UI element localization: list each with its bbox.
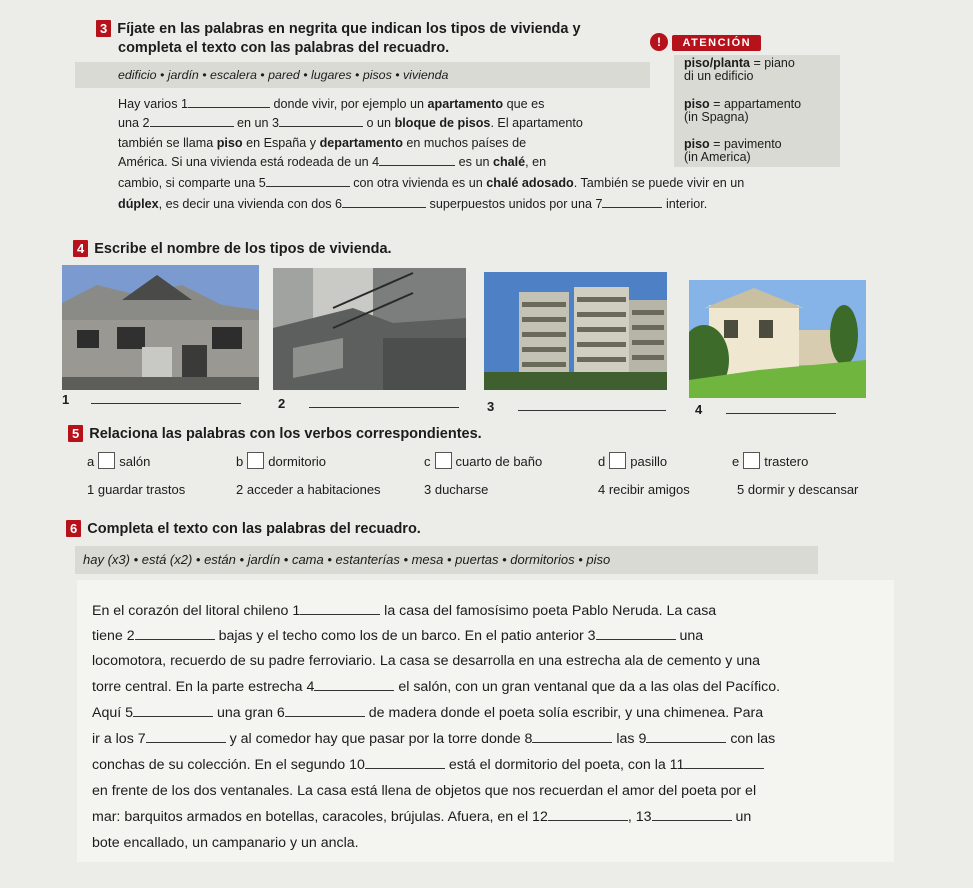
text-blank-1[interactable] bbox=[300, 614, 380, 615]
warning-icon: ! bbox=[650, 33, 668, 51]
ex6-line2: tiene 2 bajas y el techo como los de un barco. En el patio anterior 3 una bbox=[92, 628, 704, 644]
blank-2[interactable] bbox=[150, 126, 234, 127]
photo-answer-4[interactable] bbox=[726, 413, 836, 414]
stone-house-image bbox=[62, 265, 259, 390]
ex4-label-4: 4 bbox=[695, 402, 836, 417]
blank-1[interactable] bbox=[188, 107, 270, 108]
ex5-number: 5 bbox=[68, 425, 83, 442]
blank-5[interactable] bbox=[266, 186, 350, 187]
ex6-number: 6 bbox=[66, 520, 81, 537]
ex6-line1: En el corazón del litoral chileno 1 la casa del famosísimo poeta Pablo Neruda. La casa bbox=[92, 603, 717, 619]
photo-answer-3[interactable] bbox=[518, 410, 666, 411]
blank-4[interactable] bbox=[379, 165, 455, 166]
atencion-badge: ATENCIÓN bbox=[672, 35, 761, 51]
verb-4: 4 recibir amigos bbox=[598, 482, 690, 497]
match-box-d[interactable] bbox=[609, 452, 626, 469]
ex4-title: 4 Escribe el nombre de los tipos de vivienda. bbox=[73, 240, 392, 257]
verb-2: 2 acceder a habitaciones bbox=[236, 482, 381, 497]
text-blank-11[interactable] bbox=[684, 768, 764, 769]
text-blank-10[interactable] bbox=[365, 768, 445, 769]
ex3-line5: cambio, si comparte una 5 con otra vivienda es un chalé adosado. También se puede vivir en un bbox=[118, 176, 745, 190]
text-blank-8[interactable] bbox=[532, 742, 612, 743]
room-item-a: a salón bbox=[87, 454, 151, 469]
chalet-image bbox=[689, 280, 866, 398]
ex4-label-2: 2 bbox=[278, 396, 459, 411]
match-box-a[interactable] bbox=[98, 452, 115, 469]
ex6-line8: en frente de los dos ventanales. La casa está llena de objetos que nos recuerdan el amor del poeta por el bbox=[92, 783, 757, 799]
text-blank-2[interactable] bbox=[135, 639, 215, 640]
room-item-d: d pasillo bbox=[598, 454, 668, 469]
verb-5: 5 dormir y descansar bbox=[737, 482, 859, 497]
ex6-line5: Aquí 5 una gran 6 de madera donde el poeta solía escribir, y una chimenea. Para bbox=[92, 705, 764, 721]
ex6-line9: mar: barquitos armados en botellas, caracoles, brújulas. Afuera, en el 12 , 13 un bbox=[92, 809, 752, 825]
text-blank-9[interactable] bbox=[646, 742, 726, 743]
atencion-note-2: piso = appartamento (in Spagna) bbox=[684, 97, 802, 124]
ex6-line7: conchas de su colección. En el segundo 10 está el dormitorio del poeta, con la 11 bbox=[92, 757, 764, 773]
ex3-line6: dúplex, es decir una vivienda con dos 6 superpuestos unidos por una 7 interior. bbox=[118, 197, 708, 211]
ex6-wordbank: hay (x3) • está (x2) • están • jardín • cama • estanterías • mesa • puertas • dormitorios • piso bbox=[83, 552, 611, 567]
ex3-line2: una 2 en un 3 o un bloque de pisos. El apartamento bbox=[118, 116, 583, 130]
room-item-b: b dormitorio bbox=[236, 454, 327, 469]
ex3-number: 3 bbox=[96, 20, 111, 37]
photo-stone-house bbox=[62, 265, 259, 390]
ex3-title-line2: completa el texto con las palabras del recuadro. bbox=[118, 40, 450, 56]
room-item-c: c cuarto de baño bbox=[424, 454, 543, 469]
atencion-header bbox=[650, 33, 761, 51]
text-blank-3[interactable] bbox=[596, 639, 676, 640]
text-blank-13[interactable] bbox=[652, 820, 732, 821]
text-blank-5[interactable] bbox=[133, 716, 213, 717]
atencion-note-3: piso = pavimento (in America) bbox=[684, 137, 782, 164]
verb-3: 3 ducharse bbox=[424, 482, 489, 497]
text-blank-7[interactable] bbox=[146, 742, 226, 743]
match-box-b[interactable] bbox=[247, 452, 264, 469]
ex4-label-1: 1 bbox=[62, 392, 241, 407]
match-box-c[interactable] bbox=[435, 452, 452, 469]
atencion-note-1: piso/planta = piano di un edificio bbox=[684, 56, 795, 83]
ex3-line4: América. Si una vivienda está rodeada de un 4 es un chalé, en bbox=[118, 155, 547, 169]
blank-7[interactable] bbox=[602, 207, 662, 208]
text-blank-6[interactable] bbox=[285, 716, 365, 717]
text-blank-12[interactable] bbox=[548, 820, 628, 821]
ex5-title: 5 Relaciona las palabras con los verbos correspondientes. bbox=[68, 425, 482, 442]
ex6-line6: ir a los 7 y al comedor hay que pasar por la torre donde 8 las 9 con las bbox=[92, 731, 776, 747]
blank-3[interactable] bbox=[279, 126, 363, 127]
ex6-line10: bote encallado, un campanario y un ancla. bbox=[92, 835, 359, 851]
ex3-title-line1: 3 Fíjate en las palabras en negrita que indican los tipos de vivienda y bbox=[96, 20, 581, 37]
room-item-e: e trastero bbox=[732, 454, 809, 469]
match-box-e[interactable] bbox=[743, 452, 760, 469]
photo-chalet bbox=[689, 280, 866, 398]
ex6-title: 6 Completa el texto con las palabras del recuadro. bbox=[66, 520, 421, 537]
ex3-wordbank: edificio • jardín • escalera • pared • lugares • pisos • vivienda bbox=[118, 68, 449, 82]
photo-answer-2[interactable] bbox=[309, 407, 459, 408]
photo-answer-1[interactable] bbox=[91, 403, 241, 404]
ex6-line4: torre central. En la parte estrecha 4 el salón, con un gran ventanal que da a las olas del Pacífico. bbox=[92, 679, 781, 695]
apartment-block-image bbox=[484, 272, 667, 390]
blank-6[interactable] bbox=[342, 207, 426, 208]
ex4-label-3: 3 bbox=[487, 399, 666, 414]
photo-stairway bbox=[273, 268, 466, 390]
ex3-line3: también se llama piso en España y departamento en muchos países de bbox=[118, 136, 527, 150]
photo-apartment-block bbox=[484, 272, 667, 390]
ex6-line3: locomotora, recuerdo de su padre ferroviario. La casa se desarrolla en una estrecha ala de cemento y una bbox=[92, 653, 760, 669]
ex4-number: 4 bbox=[73, 240, 88, 257]
ex3-line1: Hay varios 1 donde vivir, por ejemplo un apartamento que es bbox=[118, 97, 545, 111]
stairway-image bbox=[273, 268, 466, 390]
text-blank-4[interactable] bbox=[314, 690, 394, 691]
verb-1: 1 guardar trastos bbox=[87, 482, 186, 497]
